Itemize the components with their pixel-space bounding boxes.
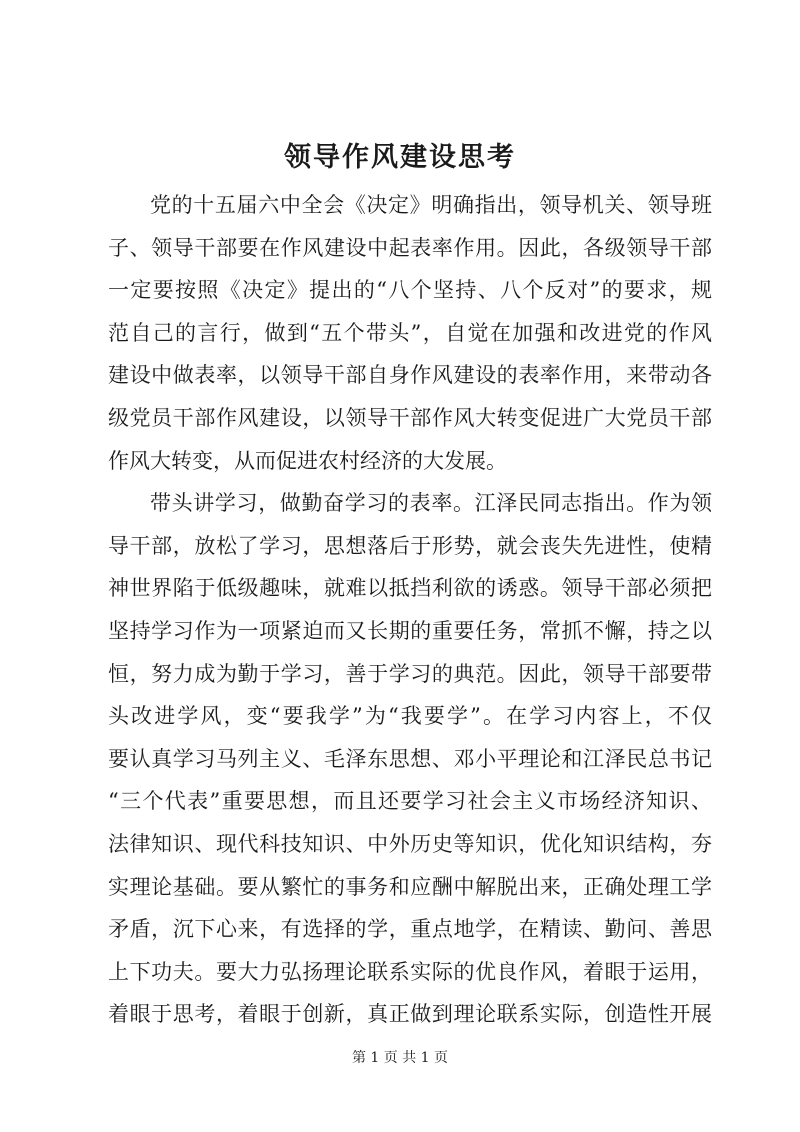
paragraph-2-line-1: 带头讲学习，做勤奋学习的表率。江泽民同志指出。作为领 (150, 491, 712, 516)
paragraph-2-line-5: 恒，努力成为勤于学习，善于学习的典范。因此，领导干部要带 (108, 661, 712, 686)
paragraph-2-line-13: 着眼于思考，着眼于创新，真正做到理论联系实际，创造性开展 (108, 1002, 712, 1027)
paragraph-1-line-5: 建设中做表率，以领导干部自身作风建设的表率作用，来带动各 (108, 363, 712, 388)
paragraph-1-line-3: 一定要按照《决定》提出的“八个坚持、八个反对”的要求，规 (108, 278, 712, 303)
paragraph-1-line-2: 子、领导干部要在作风建设中起表率作用。因此，各级领导干部 (108, 235, 712, 260)
paragraph-2-line-11: 矛盾，沉下心来，有选择的学，重点地学，在精读、勤问、善思 (108, 917, 712, 942)
paragraph-1-line-6: 级党员干部作风建设，以领导干部作风大转变促进广大党员干部 (108, 405, 712, 430)
paragraph-2-line-12: 上下功夫。要大力弘扬理论联系实际的优良作风，着眼于运用， (108, 959, 712, 984)
paragraph-1-line-1: 党的十五届六中全会《决定》明确指出，领导机关、领导班 (150, 193, 712, 217)
paragraph-2-line-9: 法律知识、现代科技知识、中外历史等知识，优化知识结构，夯 (108, 831, 712, 856)
document-body (108, 184, 712, 1036)
paragraph-1-line-7: 作风大转变，从而促进农村经济的大发展。 (108, 448, 507, 473)
paragraph-2-line-7: 要认真学习马列主义、毛泽东思想、邓小平理论和江泽民总书记 (108, 746, 712, 771)
page-number-footer: 第 1 页 共 1 页 (351, 1050, 449, 1066)
paragraph-2-line-3: 神世界陷于低级趣味，就难以抵挡利欲的诱惑。领导干部必须把 (108, 576, 712, 601)
paragraph-2-line-4: 坚持学习作为一项紧迫而又长期的重要任务，常抓不懈，持之以 (108, 618, 712, 643)
paragraph-2-line-2: 导干部，放松了学习，思想落后于形势，就会丧失先进性，使精 (108, 533, 712, 558)
paragraph-1-line-4: 范自己的言行，做到“五个带头”，自觉在加强和改进党的作风 (108, 320, 712, 345)
paragraph-2-line-10: 实理论基础。要从繁忙的事务和应酬中解脱出来，正确处理工学 (108, 874, 712, 899)
paragraph-2-line-6: 头改进学风，变“要我学”为“我要学”。在学习内容上，不仅 (108, 704, 712, 729)
paragraph-2-line-8: “三个代表”重要思想，而且还要学习社会主义市场经济知识、 (108, 789, 712, 814)
document-title: 领导作风建设思考 (284, 142, 516, 173)
